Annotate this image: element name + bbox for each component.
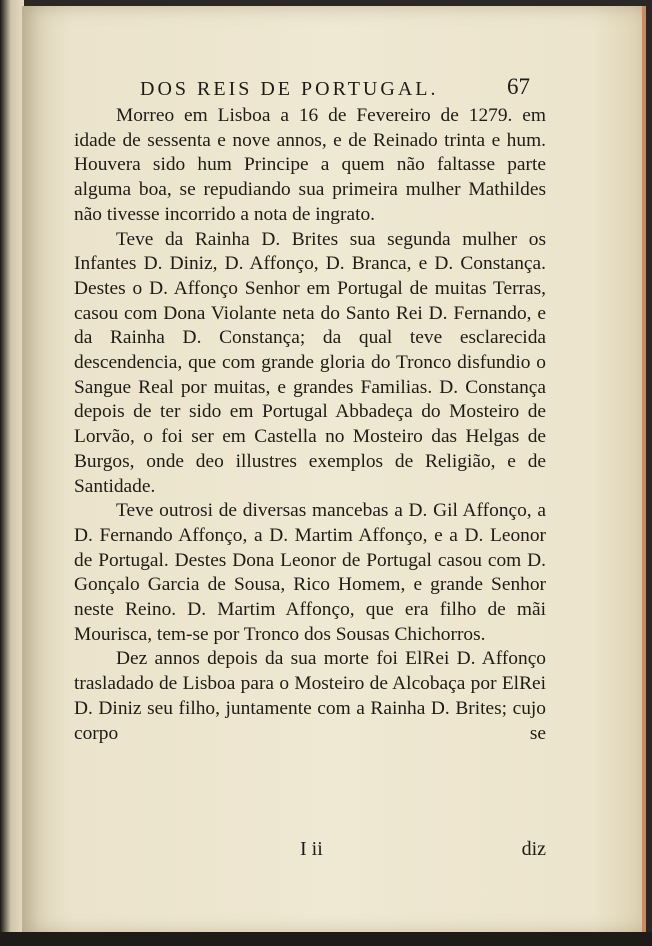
book-gutter: [0, 0, 24, 946]
paragraph: Teve outrosi de diversas mancebas a D. Gil Affonço, a D. Fernando Affonço, a D. Martim Affonço, e a D. Leonor de Portugal. Destes Dona Leonor de Portugal casou com D. Gonçalo Garcia de Sousa, Rico Homem, e grande Senhor neste Reino. D. Martim Affonço, que era filho de mãi Mourisca, tem-se por Tronco dos Sousas Chichorros.: [74, 500, 546, 645]
page-footer: [74, 838, 546, 866]
signature-mark: I ii: [300, 838, 323, 860]
page-number: 67: [507, 74, 530, 99]
body-text: [74, 104, 546, 746]
page-header: [140, 74, 530, 106]
catchword: diz: [521, 838, 546, 860]
running-head: DOS REIS DE PORTUGAL.: [140, 78, 439, 100]
scan-background-edge: [0, 932, 652, 946]
paragraph: Teve da Rainha D. Brites sua segunda mulher os Infantes D. Diniz, D. Affonço, D. Branca, e D. Constança. Destes o D. Affonço Senhor em Portugal de muitas Terras, casou com Dona Violante neta do Santo Rei D. Fernando, e da Rainha D. Constança; da qual teve esclarecida descendencia, que com grande gloria do Tronco disfundio o Sangue Real por muitas, e grandes Familias. D. Constança depois de ter sido em Portugal Abbadeça do Mosteiro de Lorvão, o foi ser em Castella no Mosteiro das Helgas de Burgos, onde deo illustres exemplos de Religião, e de Santidade.: [74, 228, 546, 497]
paragraph: Morreo em Lisboa a 16 de Fevereiro de 1279. em idade de sessenta e nove annos, e de Reinado trinta e hum. Houvera sido hum Principe a quem não faltasse parte alguma boa, se repudiando sua primeira mulher Mathildes não tivesse incorrido a nota de ingrato.: [74, 105, 546, 225]
paragraph: Dez annos depois da sua morte foi ElRei D. Affonço trasladado de Lisboa para o Mosteiro de Alcobaça por ElRei D. Diniz seu filho, juntamente com a Rainha D. Brites; cujo corpo se: [74, 648, 546, 744]
